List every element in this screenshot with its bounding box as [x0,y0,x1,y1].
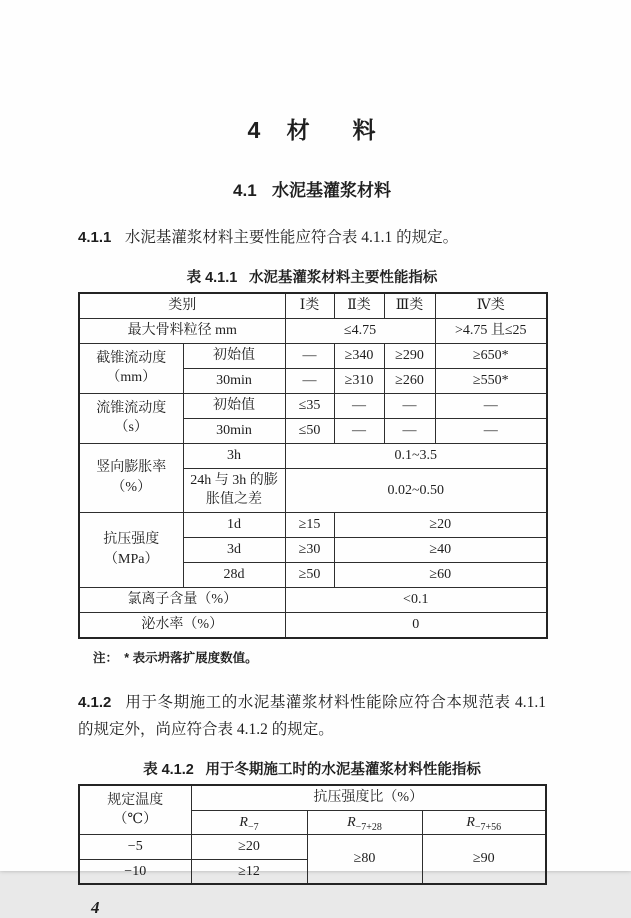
table-cell: ≤50 [285,418,334,443]
table-cell: ≥30 [285,538,334,563]
table-cell: >4.75 且≤25 [435,318,547,343]
table-row-bleeding [79,613,547,638]
table-cell: ≥40 [334,538,547,563]
paragraph-4-1-1 [78,224,546,251]
table-row-minus5 [79,835,546,860]
table-cell: ≥290 [384,343,435,368]
table-cell: ≥650* [435,343,547,368]
paragraph-4-1-2 [78,689,546,743]
table1-caption-label: 表 4.1.1 [186,270,238,287]
r-subscript: −7+28 [355,821,382,833]
clause-text: 用于冬期施工的水泥基灌浆材料性能除应符合本规范表 4.1.1 的规定外，尚应符合表 4.1.2 的规定。 [78,693,546,738]
table-cell [79,443,183,512]
table-cell: ≥50 [285,563,334,588]
table-cell: — [334,393,384,418]
table-cell: 28d [183,563,285,588]
table-cell: 24h 与 3h 的膨胀值之差 [183,468,285,512]
r-symbol: R [239,814,248,830]
table-cell: ≥60 [334,563,547,588]
table-cell: −5 [79,835,191,860]
table-cell: ≥310 [334,368,384,393]
table-cell: — [384,418,435,443]
row-label: 竖向膨胀率 [96,460,167,476]
table-cell: Ⅳ类 [435,293,547,318]
table2-caption [78,758,546,779]
table-cell [191,810,307,835]
table-row-header [79,293,547,318]
table-cell [79,513,183,588]
table-row-aggregate-size [79,318,547,343]
table2-caption-text: 用于冬期施工时的水泥基灌浆材料性能指标 [205,762,481,778]
table-cell: 初始值 [183,393,285,418]
table-cell [79,393,183,443]
clause-number: 4.1.1 [78,229,112,246]
table-row-funnel-flow-initial [79,393,547,418]
chapter-name: 材 料 [286,117,377,143]
table-cell: ≥20 [334,513,547,538]
table-cell: ≤35 [285,393,334,418]
table-cell: 3d [183,538,285,563]
table-cell: ≥260 [384,368,435,393]
table-row-cone-flow-initial [79,343,547,368]
table1-footnote [93,648,546,666]
row-unit: （s） [114,420,148,436]
r-symbol: R [466,814,475,830]
table-cell: 0.1~3.5 [285,443,547,468]
table-4-1-1 [78,292,548,638]
table-cell: ≥12 [191,859,307,884]
table-cell: 30min [183,368,285,393]
row-unit: （%） [111,479,152,495]
table1-caption-text: 水泥基灌浆材料主要性能指标 [248,270,438,287]
table-cell: — [435,418,547,443]
table-row-header [79,785,546,810]
table-cell: ≥80 [307,835,422,885]
row-unit: （℃） [113,812,158,828]
clause-text: 水泥基灌浆材料主要性能应符合表 4.1.1 的规定。 [124,229,459,246]
table-cell: 氯离子含量（%） [79,588,285,613]
r-subscript: −7 [247,821,259,833]
row-label: 截锥流动度 [96,350,167,366]
table-cell: 抗压强度比（%） [191,785,546,810]
table-cell: — [384,393,435,418]
note-text: * 表示坍落扩展度数值。 [124,650,258,665]
table-cell: ≥340 [334,343,384,368]
table-cell: Ⅲ类 [384,293,435,318]
page-number: 4 [91,898,100,918]
table-cell: Ⅰ类 [285,293,334,318]
section-name: 水泥基灌浆材料 [271,181,391,200]
clause-number: 4.1.2 [78,693,112,711]
row-label: 抗压强度 [103,532,160,548]
section-number: 4.1 [233,181,257,200]
r-symbol: R [347,814,356,830]
row-label: 规定温度 [107,792,164,808]
table-cell: 3h [183,443,285,468]
table-cell: 0.02~0.50 [285,468,547,512]
table-cell: 类别 [79,293,285,318]
note-label: 注： [93,650,119,665]
r-subscript: −7+56 [474,821,502,833]
chapter-heading [78,112,546,145]
table-cell: 30min [183,418,285,443]
table-row-chloride [79,588,547,613]
chapter-number: 4 [247,117,262,143]
table-cell: Ⅱ类 [334,293,384,318]
table-cell: — [285,343,334,368]
table-cell: — [334,418,384,443]
table-cell [79,785,191,835]
table1-caption [78,266,546,287]
table-cell: ≥90 [422,835,546,885]
table-cell: <0.1 [285,588,547,613]
table-cell: ≤4.75 [285,318,435,343]
row-unit: （MPa） [104,552,159,568]
table-row-expansion-3h [79,443,547,468]
row-label: 流锥流动度 [96,400,167,416]
table-cell: 最大骨料粒径 mm [79,318,285,343]
table-cell: 初始值 [183,343,285,368]
table-cell: — [285,368,334,393]
table-cell: 1d [183,513,285,538]
table-cell: 0 [285,613,547,638]
table-row-strength-1d [79,513,547,538]
page-content [78,0,546,918]
section-heading [78,176,546,201]
row-unit: （mm） [106,370,157,386]
table-cell: ≥15 [285,513,334,538]
table-cell: −10 [79,859,191,884]
table-cell: — [435,393,547,418]
table-cell: ≥20 [191,835,307,860]
table-cell: ≥550* [435,368,547,393]
table-cell: 泌水率（%） [79,613,285,638]
table2-caption-label: 表 4.1.2 [143,762,194,778]
table-cell [79,343,183,393]
table-cell [422,810,546,835]
table-4-1-2 [78,784,547,885]
table-cell [307,810,422,835]
